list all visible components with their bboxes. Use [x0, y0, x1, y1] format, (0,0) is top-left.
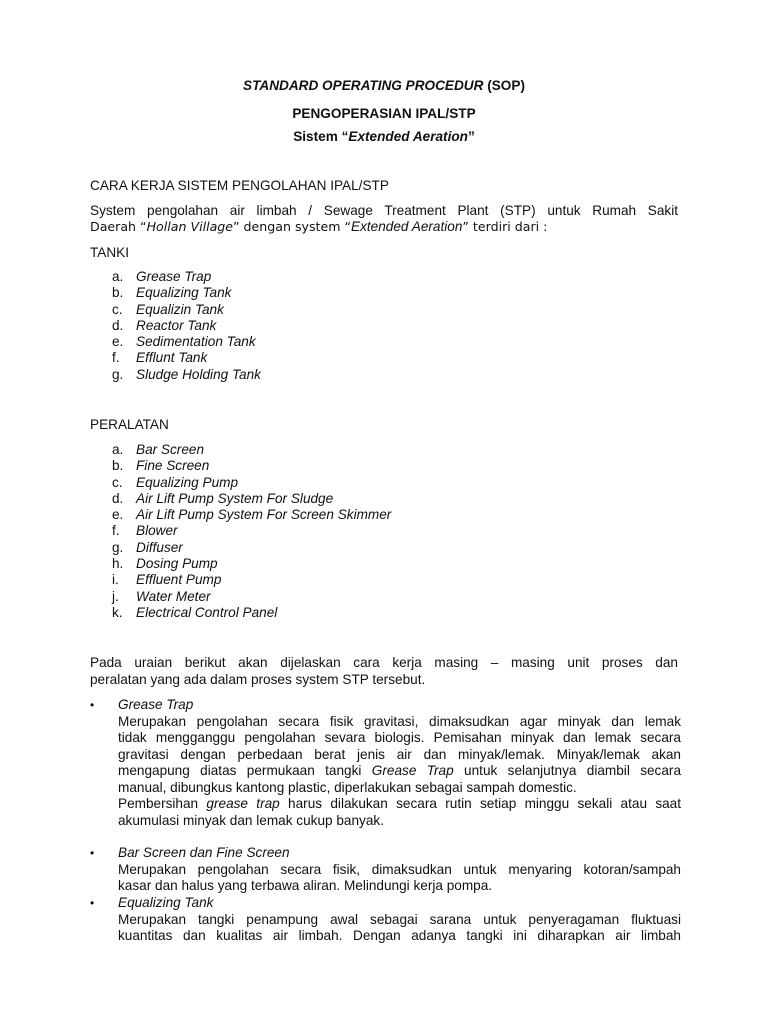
text-run: Extended Aeration	[351, 219, 463, 234]
list-text: Water Meter	[136, 588, 211, 604]
list-letter: b.	[112, 458, 124, 474]
body-line: Merupakan tangki penampung awal sebagai sarana untuk penyeragaman fluktuasi	[118, 911, 681, 927]
system-name: Extended Aeration	[348, 129, 468, 144]
title-italic-part: STANDARD OPERATING PROCEDUR	[243, 78, 484, 93]
text-run: Hollan Village	[146, 219, 234, 234]
list-letter: a.	[112, 442, 124, 457]
body-line: kuantitas dan kualitas air limbah. Dengan adanya tangki ini diharapkan air limbah	[118, 928, 681, 943]
peralatan-list	[112, 442, 391, 621]
body-line: tidak mengganggu pengolahan sevara biologis. Pemisahan minyak dan lemak secara	[118, 730, 681, 745]
list-letter: d.	[112, 317, 124, 333]
bullet-body	[118, 714, 681, 830]
body-line: akumulasi minyak dan lemak cukup banyak.	[118, 812, 384, 828]
list-text: Grease Trap	[136, 269, 212, 284]
bullet-body	[118, 862, 681, 895]
list-item	[112, 475, 391, 491]
body-line	[118, 796, 681, 813]
list-item	[112, 556, 391, 572]
list-text: Air Lift Pump System For Screen Skimmer	[136, 507, 392, 523]
list-letter: c.	[112, 301, 123, 317]
bullet-body	[118, 912, 681, 945]
title-normal-part: (SOP)	[483, 78, 525, 93]
list-item	[112, 507, 391, 523]
list-text: Blower	[136, 523, 178, 539]
list-text: Efflunt Tank	[136, 350, 208, 366]
bullet-icon: •	[90, 698, 95, 712]
list-item	[112, 367, 261, 383]
bullet-icon: •	[90, 846, 95, 860]
list-text: Air Lift Pump System For Sludge	[136, 490, 334, 506]
text-run: ” terdiri dari :	[462, 219, 548, 234]
list-text: Equalizin Tank	[136, 301, 224, 317]
text-run: untuk selanjutnya diambil secara	[453, 763, 682, 778]
list-text: Fine Screen	[136, 458, 210, 474]
bullet-heading: Equalizing Tank	[118, 895, 214, 910]
list-letter: g.	[112, 539, 124, 555]
list-item	[112, 334, 261, 350]
bullet-icon: •	[90, 896, 95, 910]
list-text: Electrical Control Panel	[136, 604, 278, 620]
list-text: Sludge Holding Tank	[136, 366, 261, 382]
list-item	[112, 605, 391, 621]
tanki-list	[112, 269, 261, 383]
intro-paragraph-line1: System pengolahan air limbah / Sewage Treatment Plant (STP) untuk Rumah Sakit	[90, 203, 678, 218]
list-item	[112, 285, 261, 301]
tanki-heading: TANKI	[90, 245, 130, 260]
list-text: Reactor Tank	[136, 317, 217, 333]
bullet-heading: Grease Trap	[118, 697, 194, 712]
list-letter: b.	[112, 285, 124, 301]
list-letter: c.	[112, 474, 123, 490]
body-line: Merupakan pengolahan secara fisik gravitasi, dimaksudkan agar minyak dan lemak	[118, 713, 681, 729]
list-item	[112, 523, 391, 539]
list-text: Equalizing Tank	[136, 285, 232, 301]
list-item	[112, 350, 261, 366]
list-item	[112, 572, 391, 588]
text-run: grease trap	[206, 796, 280, 811]
list-letter: d.	[112, 490, 124, 506]
text-run: Daerah “	[90, 219, 147, 234]
list-letter: g.	[112, 366, 124, 382]
list-text: Effluent Pump	[136, 572, 222, 588]
list-letter: k.	[112, 604, 123, 620]
list-item	[112, 491, 391, 507]
list-letter: i.	[112, 572, 119, 588]
list-item	[112, 269, 261, 285]
text-run: ” dengan system “	[233, 219, 352, 234]
list-item	[112, 540, 391, 556]
list-item	[112, 589, 391, 605]
list-letter: e.	[112, 507, 124, 523]
list-letter: a.	[112, 269, 124, 284]
system-prefix: Sistem “	[293, 129, 349, 144]
document-title	[0, 78, 768, 95]
intro-paragraph-line2	[90, 219, 678, 236]
text-run: Pembersihan	[118, 796, 207, 811]
list-letter: j.	[112, 588, 119, 604]
text-run: harus dilakukan secara rutin setiap minggu sekali atau saat	[279, 796, 682, 811]
peralatan-heading: PERALATAN	[90, 417, 169, 432]
list-letter: e.	[112, 334, 124, 350]
system-suffix: ”	[467, 129, 475, 144]
body-line: kasar dan halus yang terbawa aliran. Melindungi kerja pompa.	[118, 878, 493, 893]
body-line: gravitasi dengan perbedaan berat jenis air dan minyak/lemak. Minyak/lemak akan	[118, 746, 681, 762]
list-item	[112, 442, 391, 458]
list-text: Diffuser	[136, 539, 183, 555]
document-system-line	[0, 129, 768, 146]
list-item	[112, 458, 391, 474]
list-letter: f.	[112, 523, 120, 539]
process-intro-line2: peralatan yang ada dalam proses system STP tersebut.	[90, 672, 426, 687]
list-letter: f.	[112, 350, 120, 366]
process-intro-line1: Pada uraian berikut akan dijelaskan cara kerja masing – masing unit proses dan	[90, 655, 678, 670]
text-run: Grease Trap	[371, 763, 454, 778]
list-letter: h.	[112, 556, 124, 572]
list-item	[112, 302, 261, 318]
body-line: manual, dibungkus kantong plastic, diperlakukan sebagai sampah domestic.	[118, 779, 577, 795]
list-text: Dosing Pump	[136, 556, 218, 572]
list-text: Equalizing Pump	[136, 474, 239, 490]
list-item	[112, 318, 261, 334]
document-subtitle: PENGOPERASIAN IPAL/STP	[292, 106, 476, 121]
body-line	[118, 763, 681, 780]
list-text: Sedimentation Tank	[136, 334, 256, 350]
section-heading: CARA KERJA SISTEM PENGOLAHAN IPAL/STP	[90, 178, 389, 193]
list-text: Bar Screen	[136, 442, 205, 457]
text-run: mengapung diatas permukaan tangki	[118, 763, 372, 778]
bullet-heading: Bar Screen dan Fine Screen	[118, 845, 290, 860]
body-line: Merupakan pengolahan secara fisik, dimaksudkan untuk menyaring kotoran/sampah	[118, 861, 681, 877]
